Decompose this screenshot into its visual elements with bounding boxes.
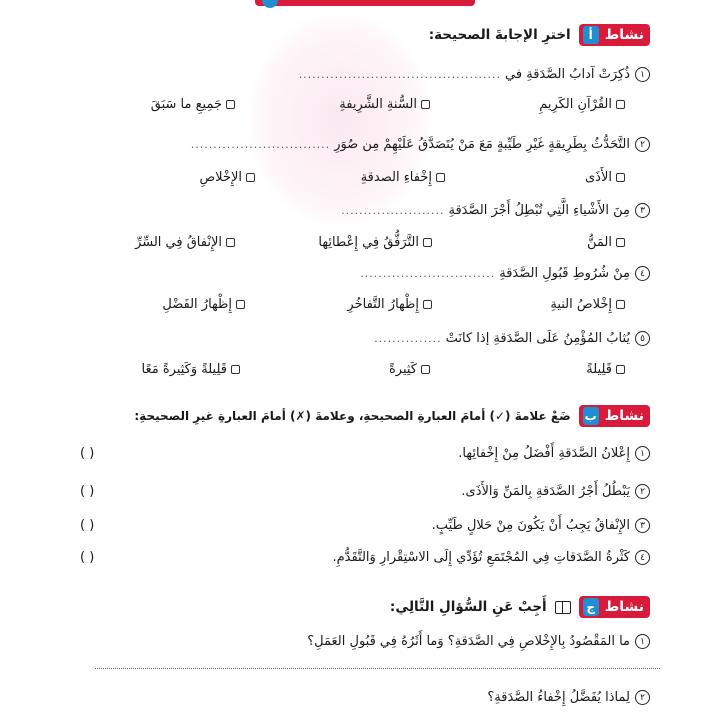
question-text: مِنْ شُرُوطِ قَبُولِ الصَّدَقةِ (499, 266, 630, 281)
option-label: قَلِيلةً وَكَثِيرةً مَعًا (141, 362, 227, 377)
question-row (341, 203, 650, 218)
option[interactable] (199, 170, 255, 185)
option[interactable] (550, 297, 625, 312)
option-label: الأَذَى (585, 170, 612, 185)
answer-blank: .............................. (360, 267, 496, 280)
option-label: إِخْفاءِ الصدقةِ (360, 170, 432, 185)
question-text: التَّحَدُّثُ بِطَرِيقةٍ غَيْرِ طَيِّبةٍ مَعَ مَنْ يُتَصَدَّقُ عَلَيْهِمْ مِن صُوَرِ (334, 137, 630, 152)
option[interactable] (389, 362, 430, 377)
option-label: كَثِيرةً (388, 362, 417, 377)
question-row (191, 137, 650, 152)
paren-text: ( ) (80, 484, 95, 499)
checkbox-square-icon[interactable] (231, 365, 240, 374)
statement-row (432, 518, 650, 533)
question-row (299, 67, 650, 82)
question-number: ١ (635, 67, 650, 82)
statement-number: ٣ (635, 518, 650, 533)
checkbox-square-icon[interactable] (423, 300, 432, 309)
checkbox-square-icon[interactable] (226, 100, 235, 109)
badge-label: نشاط (604, 599, 644, 615)
badge-letter: ج (583, 598, 599, 616)
checkbox-square-icon[interactable] (616, 365, 625, 374)
checkbox-square-icon[interactable] (226, 238, 235, 247)
statement-text: كَثْرةُ الصَّدَقاتِ فِي المُجْتَمَعِ تُؤَدِّي إِلَى الاسْتِقْرارِ وَالتَّقَدُّمِ. (332, 550, 630, 565)
answer-parentheses[interactable] (80, 550, 140, 565)
option-label: إِظْهارُ الفَضْلِ (162, 297, 232, 312)
option-label: إِخْلاصُ النيةِ (550, 297, 612, 312)
answer-blank: ............... (374, 332, 442, 345)
question-number: ٢ (635, 690, 650, 705)
option[interactable] (361, 170, 445, 185)
badge-label: نشاط (604, 408, 644, 424)
section-a-header (429, 24, 650, 46)
option[interactable] (539, 97, 625, 112)
paren-text: ( ) (80, 446, 95, 461)
option-label: جَمِيعِ ما سَبَقَ (150, 97, 222, 112)
top-decoration-circle (262, 0, 278, 8)
option-label: المَنُّ (587, 235, 612, 250)
statement-row (461, 484, 650, 499)
answer-parentheses[interactable] (80, 446, 140, 461)
section-title: اخترِ الإجابةَ الصحيحة: (428, 27, 571, 43)
question-text: ذُكِرَتْ آدابُ الصَّدَقةِ في (505, 67, 630, 82)
option[interactable] (162, 297, 245, 312)
paren-text: ( ) (80, 550, 95, 565)
option[interactable] (585, 170, 625, 185)
option-label: السُّنةِ الشَّرِيفةِ (339, 97, 417, 112)
checkbox-square-icon[interactable] (616, 300, 625, 309)
checkbox-square-icon[interactable] (421, 100, 430, 109)
statement-number: ٤ (635, 550, 650, 565)
option[interactable] (151, 97, 235, 112)
top-decoration-bar (255, 0, 475, 6)
question-text: يُثابُ المُؤْمِنُ عَلَى الصَّدَقةِ إذا كانَتْ (445, 331, 630, 346)
question-number: ١ (635, 634, 650, 649)
activity-badge (579, 405, 650, 427)
answer-blank: ............................... (190, 138, 331, 151)
question-text: لِماذا يُفَضَّلُ إِخْفاءُ الصَّدَقةِ؟ (487, 690, 630, 705)
checkbox-square-icon[interactable] (421, 365, 430, 374)
option[interactable] (347, 297, 432, 312)
answer-blank: ....................... (341, 204, 445, 217)
option-label: التَّرَفُّقُ فِي إِعْطائِها (318, 235, 419, 250)
statement-row (458, 446, 650, 461)
activity-badge (579, 596, 650, 618)
open-question-row (307, 634, 650, 649)
checkbox-square-icon[interactable] (616, 173, 625, 182)
option-label: الإِنْفاقُ فِي السِّرِّ (135, 235, 222, 250)
checkbox-square-icon[interactable] (616, 100, 625, 109)
option[interactable] (135, 235, 235, 250)
statement-text: إِعْلانُ الصَّدَقةِ أَفْضَلُ مِنْ إِخْفائِها. (458, 446, 630, 461)
option-label: الإِخْلاصِ (199, 170, 242, 185)
badge-letter: ب (584, 409, 597, 423)
option-label: قَلِيلةً (586, 362, 612, 377)
question-row (374, 331, 650, 346)
checkbox-square-icon[interactable] (616, 238, 625, 247)
answer-line[interactable] (95, 668, 660, 669)
question-row (360, 266, 650, 281)
badge-label: نشاط (604, 27, 644, 43)
paren-text: ( ) (80, 518, 95, 533)
option[interactable] (318, 235, 432, 250)
question-text: ما المَقْصُودُ بِالإِخْلاصِ فِي الصَّدَقةِ؟ وَما أَثَرُهُ فِي قَبُولِ العَمَلِ؟ (307, 634, 630, 649)
option[interactable] (586, 362, 625, 377)
answer-blank: ............................................. (298, 68, 502, 81)
question-number: ٣ (635, 203, 650, 218)
option[interactable] (339, 97, 430, 112)
checkbox-square-icon[interactable] (246, 173, 255, 182)
activity-badge (579, 24, 650, 46)
checkbox-square-icon[interactable] (423, 238, 432, 247)
statement-number: ١ (635, 446, 650, 461)
answer-parentheses[interactable] (80, 484, 140, 499)
statement-text: الإِنْفاقُ يَجِبُ أَنْ يَكُونَ مِنْ حَلالٍ طَيِّبٍ. (431, 518, 630, 533)
option[interactable] (587, 235, 625, 250)
book-icon (555, 601, 571, 614)
section-title: ضَعْ علامةَ (✓) أمامَ العبارةِ الصحيحةِ، وعلامةَ (✗) أمامَ العبارةِ غيرِ الصحيحةِ: (134, 409, 571, 423)
badge-letter: أ (583, 26, 599, 44)
option[interactable] (142, 362, 240, 377)
statement-row (332, 550, 650, 565)
question-text: مِنَ الأَشْياءِ الَّتِي تُبْطِلُ أَجْرَ الصَّدَقةِ (448, 203, 630, 218)
statement-text: يَبْطُلُ أَجْرُ الصَّدَقةِ بِالمَنِّ وَالأَذَى. (461, 484, 630, 499)
answer-parentheses[interactable] (80, 518, 140, 533)
background-watermark (250, 15, 430, 225)
statement-number: ٢ (635, 484, 650, 499)
question-number: ٥ (635, 331, 650, 346)
question-number: ٤ (635, 266, 650, 281)
section-title: أَجِبْ عَنِ السُّؤالِ التَّالِي: (389, 599, 547, 615)
section-c-header (390, 596, 650, 618)
question-number: ٢ (635, 137, 650, 152)
checkbox-square-icon[interactable] (436, 173, 445, 182)
section-b-header (134, 405, 650, 427)
checkbox-square-icon[interactable] (236, 300, 245, 309)
option-label: إِظْهارُ التَّفاخُرِ (347, 297, 419, 312)
open-question-row (487, 690, 650, 705)
option-label: القُرْآنِ الكَرِيمِ (539, 97, 612, 112)
